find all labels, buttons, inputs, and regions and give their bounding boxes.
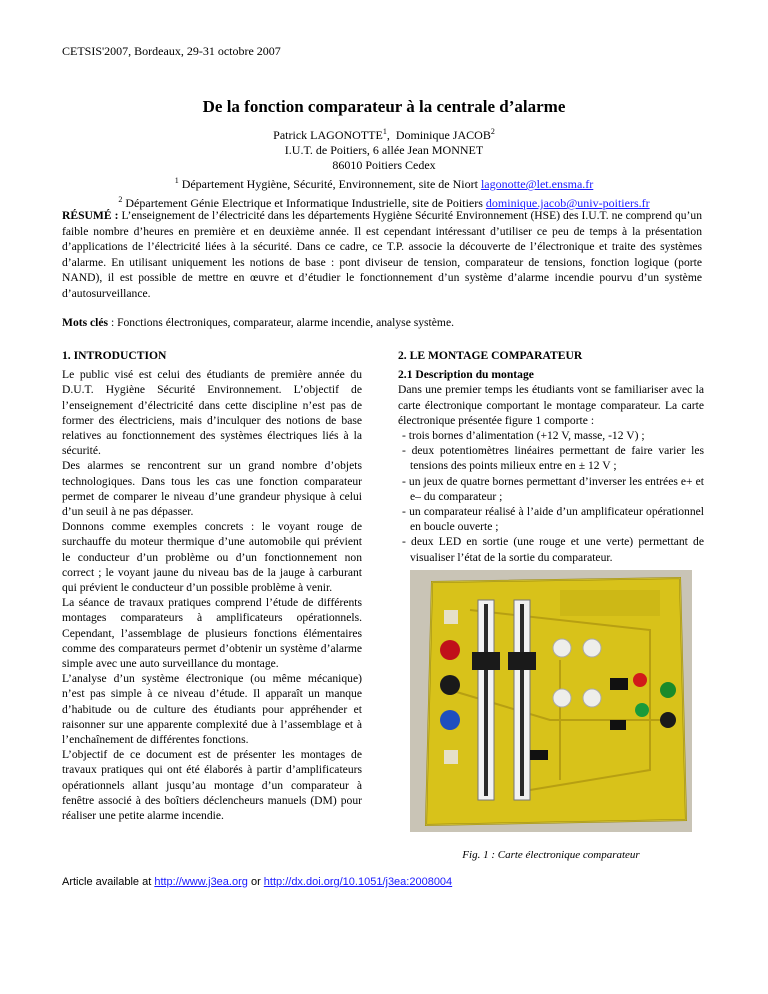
affiliation-1-email[interactable]: lagonotte@let.ensma.fr <box>480 177 594 191</box>
author-block <box>0 124 768 211</box>
footer-prefix: Article available at <box>62 876 155 888</box>
footer-availability <box>62 876 452 888</box>
author-1: Patrick LAGONOTTE <box>273 128 383 142</box>
intro-paragraph: Donnons comme exemples concrets : le voyant rouge de surchauffe du moteur thermique d’une automobile qui prévient le conducteur d’un problème ou d’un fonctionnement non correct ; le voyant jaune du niveau bas de la jauge à carburant qui prévient le conducteur d’un possible problème à venir. <box>62 520 362 595</box>
footer-middle: or <box>247 876 264 888</box>
intro-paragraph: L’objectif de ce document est de présenter les montages de travaux pratiques qui ont été élaborés à partir d’amplificateurs opérationnels allant jusqu’au montage d’un comparateur à fenêtre associé à des boîtiers déclencheurs manuels (DM) pour réaliser une petite alarme incendie. <box>62 748 362 823</box>
author-1-sup: 1 <box>382 127 387 136</box>
paper-title: De la fonction comparateur à la centrale d’alarme <box>202 97 566 116</box>
author-2-sup: 2 <box>490 127 495 136</box>
affiliation-1 <box>0 173 768 192</box>
section-1-heading: 1. INTRODUCTION <box>62 349 167 362</box>
right-column <box>398 348 704 565</box>
component-list <box>398 428 704 565</box>
author-2: Dominique JACOB <box>395 128 491 142</box>
keywords-label: Mots clés <box>62 316 109 329</box>
affiliation-2-email[interactable]: dominique.jacob@univ-poitiers.fr <box>485 196 650 210</box>
list-item: - deux potentiomètres linéaires permettant de faire varier les tensions des points milieux entre en ± 12 V ; <box>402 444 704 473</box>
list-item: - deux LED en sortie (une rouge et une verte) permettant de visualiser l’état de la sortie du comparateur. <box>402 535 704 564</box>
list-item: - un comparateur réalisé à l’aide d’un amplificateur opérationnel en boucle ouverte ; <box>402 505 704 534</box>
intro-paragraph: Le public visé est celui des étudiants de première année du D.U.T. Hygiène Sécurité Environnement. L’objectif de l’enseignement d’électricité dans cette discipline n’est pas de former des électriciens, mais d’inculquer des notions de base relatives au fonctionnement des systèmes électriques liés à la sécurité. <box>62 368 362 458</box>
footer-link-j3ea[interactable]: http://www.j3ea.org <box>154 876 248 888</box>
intro-paragraph: L’analyse d’un système électronique (ou même mécanique) n’est pas simple à ce niveau d’étude. Il apparaît un manque d’habitude ou de culture des étudiants pour appréhender et raisonner sur une apparente complexité due à l’assemblage et à l’enchaînement de différentes fonctions. <box>62 672 362 747</box>
author-names: Patrick LAGONOTTE$^1$, Dominique JACOB$^2$ <box>273 127 495 142</box>
affiliation-1-sup: 1 <box>174 176 179 185</box>
circuit-board-photo <box>410 570 692 832</box>
institution-city: 86010 Poitiers Cedex <box>332 158 436 172</box>
intro-paragraph: Des alarmes se rencontrent sur un grand nombre d’objets technologiques. Dans tous les cas une fonction comparateur permet de comparer le niveau d’une grandeur physique à celui d’un seuil à ne pas dépasser. <box>62 459 362 519</box>
affiliation-1-text: Département Hygiène, Sécurité, Environnement, site de Niort <box>181 177 478 191</box>
list-item: - un jeux de quatre bornes permettant d’inverser les entrées e+ et e– du comparateur ; <box>402 474 704 503</box>
section-2-intro: Dans une premier temps les étudiants vont se familiariser avec la carte électronique comportant le montage comparateur. La carte électronique présentée figure 1 comporte : <box>398 383 704 427</box>
keywords <box>62 316 702 329</box>
conference-header: CETSIS'2007, Bordeaux, 29-31 octobre 2007 <box>62 44 281 58</box>
affiliation-2-sup: 2 <box>118 195 123 204</box>
abstract <box>62 208 702 302</box>
circuit-board-illustration <box>410 570 692 832</box>
intro-paragraph: La séance de travaux pratiques comprend l’étude de différents montages comparateurs à amplificateurs opérationnels. Cependant, l’assemblage de plusieurs fonctions élémentaires comme des comparateurs permet d’obtenir un système d’alarme simple avec une auto surveillance du montage. <box>62 596 362 671</box>
affiliation-2-text: Département Génie Electrique et Informatique Industrielle, site de Poitiers <box>125 196 483 210</box>
left-column <box>62 348 362 823</box>
section-2-heading: 2. LE MONTAGE COMPARATEUR <box>398 349 583 362</box>
subsection-2-1-heading: 2.1 Description du montage <box>398 368 534 382</box>
institution: I.U.T. de Poitiers, 6 allée Jean MONNET <box>284 143 484 157</box>
keywords-text: : Fonctions électroniques, comparateur, alarme incendie, analyse système. <box>108 316 454 329</box>
list-item: - trois bornes d’alimentation (+12 V, masse, -12 V) ; <box>402 429 645 443</box>
abstract-text: L’enseignement de l’électricité dans les départements Hygiène Sécurité Environnement (HSE) des I.U.T. ne comprend qu’un faible nombre d’heures en première et en deuxième année. Il est cependant intéressant d’utiliser ce peu de temps à la présentation d’applications de l’électricité liées à la sécurité. Dans ce cadre, ce T.P. associe la découverte de l’électronique et traite des systèmes d’alarme. En utilisant uniquement les notions de base : pont diviseur de tension, comparateur de tensions, fonction logique (porte NAND), il est possible de mettre en œuvre et d’étudier le fonctionnement d’un système d’alarme incendie pourvu d’un système d’autosurveillance. <box>62 209 702 300</box>
abstract-label: RÉSUMÉ : <box>62 209 119 222</box>
figure-caption: Fig. 1 : Carte électronique comparateur <box>462 849 640 861</box>
footer-link-doi[interactable]: http://dx.doi.org/10.1051/j3ea:2008004 <box>263 876 453 888</box>
